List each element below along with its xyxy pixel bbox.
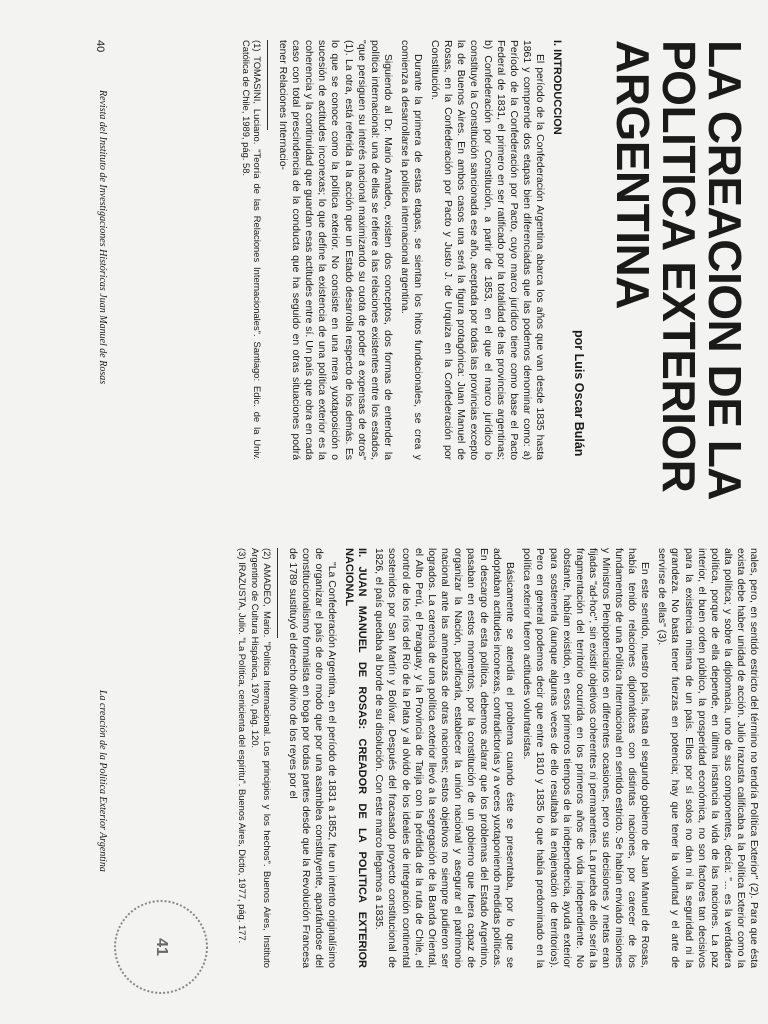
- right-page-column: [234, 548, 760, 968]
- page-number-left: 40: [94, 40, 106, 53]
- library-stamp: [114, 900, 208, 994]
- footnote-rule: [277, 548, 278, 638]
- section-heading-introduccion: I. INTRODUCCION: [551, 40, 563, 135]
- footnote-rule: [267, 40, 268, 130]
- running-footer-left: Revista del Instituto de Investigaciones Históricas Juan Manuel de Rosas: [97, 90, 108, 385]
- title-line-3: ARGENTINA: [607, 40, 659, 309]
- left-page-column: [238, 40, 563, 460]
- byline: por Luis Oscar Bulán: [572, 330, 586, 457]
- footnotes: [240, 40, 268, 460]
- title-line-1: LA CREACION DE LA: [699, 40, 751, 501]
- footnotes: [236, 548, 278, 968]
- footnote-1: (1) TOMASINI, Luciano. "Teoría de las Relaciones Internacionales". Santiago: Edic. de la Univ. Católica de Chile, 1989, pág. 58.: [240, 40, 264, 460]
- stamp-number: 41: [153, 938, 170, 956]
- paragraph: El período de la Confederación Argentina abarca los años que van desde 1835 hasta 1861 y comprende dos etapas bien diferenciadas que las podemos denominar como: a) Período de la Confederación por Pacto, cuyo marco jurídico tiene como base el Pacto Federal de 1831, el primero en ser ratificado por la totalidad de las provincias argentinas; b) Confederación por Constitución, a partir de 1853, en el que el marco jurídico lo constituye la Constitución sancionada ese año, aceptada por todas las provincias excepto la de Buenos Aires. En ambos casos una será la figura protagónica: Juan Manuel de Rosas, en la Confederación por Pacto y Justo J. de Urquiza en la Confederación por Constitución.: [429, 40, 545, 460]
- title-line-2: POLITICA EXTERIOR: [653, 40, 705, 493]
- footnote-2: (2) AMADEO, Mario. "Política Internacional. Los principios y los hechos". Buenos Aires, Instituto Argentino de Cultura Hispánica, 1970, pág. 120.: [250, 548, 273, 968]
- paragraph: "La Confederación Argentina, en el período de 1831 a 1852, fue un intento originalísimo de organizar el país de otro modo que por una asamblea constituyente, apartándose del constitucionalismo formalista en boga por todas partes desde que la Revolución Francesa de 1789 sustituyó el derecho divino de los reyes por el: [286, 548, 338, 968]
- paragraph: Durante la primera de estas etapas, se sientan los hitos fundacionales, se crea y comienza a desarrollarse la política internacional argentina.: [398, 40, 424, 460]
- paragraph: En este sentido, nuestro país, hasta el segundo gobierno de Juan Manuel de Rosas, había tenido relaciones diplomáticas con distintas naciones, por carecer de los fundamentos de una Política Internacional en sentido estricto. Se habían enviado misiones y Ministros Plenipotenciarios en diferentes ocasiones, pero sus decisiones y metas eran fijadas "ad-hoc", sin existir objetivos coherentes ni permanentes. La prueba de ello sería la fragmentación del territorio ocurrida en los primeros años de vida independiente. No obstante, habían existido, en esos primeros tiempos de la independencia, ayuda exterior para sostenerla (aunque algunas veces de ello resultaba la enajenación de territorios). Pero en general podemos decir que entre 1810 y 1835 lo que había predominado en la política exterior fueron actitudes voluntaristas.: [521, 548, 651, 968]
- paragraph: Básicamente se atendía el problema cuando éste se presentaba, por lo que se adoptaban actitudes inconexas, contradictorias y a veces yuxtaponiendo medidas políticas. En descargo de esta política, debemos aclarar que los problemas del Estado Argentino, pasaban en estos momentos, por la constitución de un gobierno que fuera capaz de organizar la Nación, pacificarla, establecer la unión nacional y asegurar el patrimonio nacional ante las amenazas de otras naciones; estos objetivos no siempre pudieron ser logrados. La carencia de una política exterior llevó a la segregación de la Banda Oriental, el Alto Perú, el Paraguay, y la Provincia de Tarija con la pérdida de la ruta de Chile, el control de los ríos del Río de la Plata y al olvido de los ideales de integración continental sostenidos por San Martín y Bolívar. Después del fracasado proyecto constitucional de 1826, el país quedaba al borde de su disolución. Con este marco llegamos a 1835.: [373, 548, 516, 968]
- section-heading-rosas: II. JUAN MANUEL DE ROSAS: CREADOR DE LA POLITICA EXTERIOR NACIONAL: [343, 548, 369, 968]
- paragraph: nales, pero, en sentido estricto del término no tendría Política Exterior" (2). Para que ésta exista debe haber unidad de acción. Julio Irazusta calificaba a la Política Exterior como la alta política; y sobre la diplomacia, uno de sus componentes, decía: "... es la verdadera política, porque de ella depende, en última instancia la vida de las naciones. La paz interior, el buen orden público, la prosperidad económica, no son factores tan decisivos para la existencia misma de un país. Ellos por sí solos no dan ni la seguridad ni la grandeza. No basta tener fuerzas en potencia; hay que tener la voluntad y el arte de servirse de ellas" (3).: [656, 548, 759, 968]
- footnote-3: (3) IRAZUSTA, Julio. "La Política, cenicienta del espíritu". Buenos Aires, Dictio, 1977, pág. 177.: [236, 548, 248, 944]
- running-footer-right: La creación de la Política Exterior Argentina: [97, 690, 108, 872]
- article-title: [607, 40, 751, 501]
- paragraph: Siguiendo al Dr. Mario Amadeo, existen dos conceptos, dos formas de entender la política internacional: una de ellas se refiere a las relaciones existentes entre los estados, "que persiguen su interés nacional maximizando su cuota de poder a expensas de otros" (1). La otra, está referida a la acción que un Estado desarrolla respecto de los demás. Es lo que se conoce como la política exterior. No consiste en una mera yuxtaposición o sucesión de actitudes inconexas; lo que define la existencia de una política exterior es la coherencia y la continuidad que guardan esas actitudes entre sí. Un país que obra en cada caso con total prescindencia de la conducta que ha seguido en otras situaciones podrá tener Relaciones Internacio-: [277, 40, 393, 460]
